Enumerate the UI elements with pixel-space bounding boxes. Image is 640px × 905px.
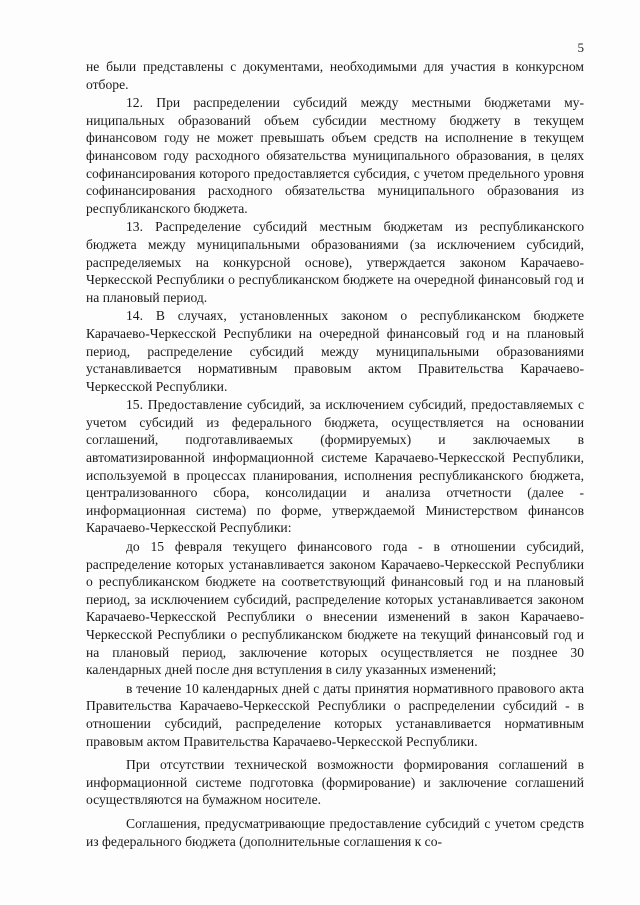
paragraph-paper-agreements: При отсутствии технической возможности формирования соглашений в информационной системе подготовка (формирование) и заключение соглашений осуществляются на бумажном носителе. [86,757,584,808]
page-number: 5 [577,40,584,55]
paragraph-15-deadline-10-days: в течение 10 календарных дней с даты принятия нормативного правового акта Правительства Карачаево-Черкесской Республики о распределении субсидий - в отношении субсидий, распределение которых устанавливается нормативным правовым актом Правительства Карачаево-Черкесской Республики. [86,680,584,749]
paragraph-continuation: не были представлены с документами, необходимыми для участия в конкурсном отборе. [86,59,584,92]
paragraph-14: 14. В случаях, установленных законом о республиканском бюджете Карачаево-Черкесской Республики на очередной финансовый год и на плановый период, распределение субсидий между муниципальными образованиями устанавливается нормативным правовым актом Правительства Карачаево-Черкесской Республики. [86,308,584,394]
paragraph-federal-agreements: Соглашения, предусматривающие предоставление субсидий с учетом средств из федерального бюджета (дополнительные соглашения к со- [86,815,584,849]
paragraph-12: 12. При распределении субсидий между местными бюджетами муниципальных образований объем субсидии местному бюджету в текущем финансовом году не может превышать объем средств на исполнение в текущем финансовом году расходного обязательства муниципального образования, в целях софинансирования которого предоставляется субсидия, с учетом предельного уровня софинансирования расходного обязательства муниципального образования из республиканского бюджета. [86,95,584,216]
paragraph-13: 13. Распределение субсидий местным бюджетам из республиканского бюджета между муниципальными образованиями (за исключением субсидий, распределяемых на конкурсной основе), утверждается законом Карачаево-Черкесской Республики о республиканском бюджете на очередной финансовый год и на плановый период. [86,219,584,305]
paragraph-15: 15. Предоставление субсидий, за исключением субсидий, предоставляемых с учетом субсидий из федерального бюджета, осуществляется на основании соглашений, подготавливаемых (формируемых) и заключаемых в автоматизированной информационной системе Карачаево-Черкесской Республики, используемой в процессах планирования, исполнения республиканского бюджета, централизованного сбора, консолидации и анализа отчетности (далее - информационная система) по форме, утверждаемой Министерством финансов Карачаево-Черкесской Республики: [86,397,584,536]
document-body [86,58,584,851]
paragraph-15-deadline-february: до 15 февраля текущего финансового года - в отношении субсидий, распределение которых устанавливается законом Карачаево-Черкесской Республики о республиканском бюджете на соответствующий финансовый год и на плановый период, за исключением субсидий, распределение которых устанавливается законом Карачаево-Черкесской Республики о внесении изменений в закон Карачаево-Черкесской Республики о республиканском бюджете на текущий финансовый год и на плановый период, заключение которых осуществляется не позднее 30 календарных дней после дня вступления в силу указанных изменений; [86,539,584,678]
